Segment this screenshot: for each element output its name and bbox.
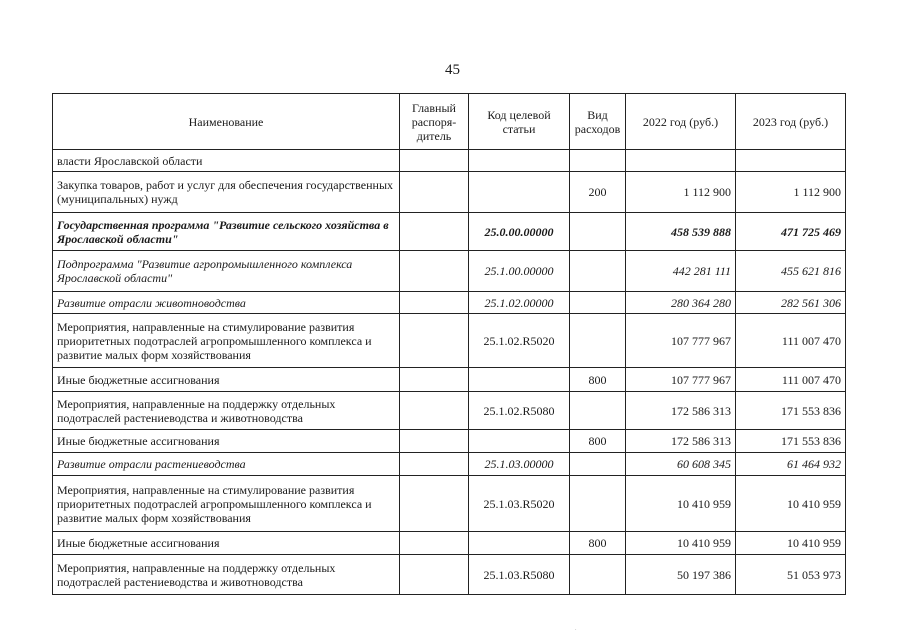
row-glav [400, 172, 469, 213]
row-code [469, 150, 570, 172]
row-code [469, 532, 570, 555]
row-name: Закупка товаров, работ и услуг для обеспечения государственных (муниципальных) нужд [53, 172, 400, 213]
row-glav [400, 368, 469, 392]
row-glav [400, 213, 469, 251]
row-glav [400, 251, 469, 292]
scan-speck: . [575, 626, 577, 632]
row-vid [570, 392, 626, 430]
table-row [53, 532, 846, 555]
row-name: Иные бюджетные ассигнования [53, 368, 400, 392]
row-vid [570, 314, 626, 368]
row-2023: 455 621 816 [736, 251, 846, 292]
row-code: 25.1.02.R5020 [469, 314, 570, 368]
row-glav [400, 430, 469, 453]
row-vid [570, 292, 626, 314]
row-code [469, 430, 570, 453]
row-name: Развитие отрасли растениеводства [53, 453, 400, 476]
row-2022: 1 112 900 [626, 172, 736, 213]
row-glav [400, 476, 469, 532]
row-code: 25.1.03.R5080 [469, 555, 570, 595]
header-code: Код целевой статьи [469, 94, 570, 150]
row-2023 [736, 150, 846, 172]
row-name: Государственная программа "Развитие сельского хозяйства в Ярославской области" [53, 213, 400, 251]
row-name: Мероприятия, направленные на стимулирование развития приоритетных подотраслей агропромышленного комплекса и развитие малых форм хозяйствования [53, 476, 400, 532]
row-2023: 51 053 973 [736, 555, 846, 595]
table-row [53, 172, 846, 213]
table-row [53, 368, 846, 392]
row-2022: 280 364 280 [626, 292, 736, 314]
row-vid [570, 251, 626, 292]
row-2022: 50 197 386 [626, 555, 736, 595]
row-2023: 171 553 836 [736, 430, 846, 453]
row-glav [400, 150, 469, 172]
row-name: Мероприятия, направленные на поддержку отдельных подотраслей растениеводства и животноводства [53, 555, 400, 595]
row-name: Иные бюджетные ассигнования [53, 532, 400, 555]
row-name: власти Ярославской области [53, 150, 400, 172]
header-2022: 2022 год (руб.) [626, 94, 736, 150]
header-glav: Главный распоря-дитель [400, 94, 469, 150]
row-glav [400, 392, 469, 430]
table-row [53, 555, 846, 595]
row-vid [570, 476, 626, 532]
table-row [53, 453, 846, 476]
row-2023: 10 410 959 [736, 476, 846, 532]
row-glav [400, 453, 469, 476]
row-code: 25.1.03.R5020 [469, 476, 570, 532]
row-vid: 800 [570, 430, 626, 453]
row-2022: 442 281 111 [626, 251, 736, 292]
table-row [53, 392, 846, 430]
table-row [53, 430, 846, 453]
row-2022: 172 586 313 [626, 430, 736, 453]
row-code: 25.0.00.00000 [469, 213, 570, 251]
row-2022: 107 777 967 [626, 368, 736, 392]
row-glav [400, 555, 469, 595]
row-2022: 172 586 313 [626, 392, 736, 430]
row-code: 25.1.02.00000 [469, 292, 570, 314]
row-2022: 10 410 959 [626, 532, 736, 555]
row-code [469, 172, 570, 213]
row-vid: 200 [570, 172, 626, 213]
row-name: Развитие отрасли животноводства [53, 292, 400, 314]
row-2023: 111 007 470 [736, 368, 846, 392]
row-name: Подпрограмма "Развитие агропромышленного комплекса Ярославской области" [53, 251, 400, 292]
table-row [53, 314, 846, 368]
row-2022: 60 608 345 [626, 453, 736, 476]
row-vid: 800 [570, 368, 626, 392]
header-vid: Вид расходов [570, 94, 626, 150]
row-code: 25.1.00.00000 [469, 251, 570, 292]
row-2023: 282 561 306 [736, 292, 846, 314]
row-vid [570, 213, 626, 251]
row-2023: 171 553 836 [736, 392, 846, 430]
page-number: 45 [445, 62, 460, 78]
row-2023: 1 112 900 [736, 172, 846, 213]
table-header-row [53, 94, 846, 150]
header-2023: 2023 год (руб.) [736, 94, 846, 150]
row-2023: 61 464 932 [736, 453, 846, 476]
row-name: Мероприятия, направленные на поддержку отдельных подотраслей растениеводства и животноводства [53, 392, 400, 430]
table-row [53, 213, 846, 251]
row-name: Иные бюджетные ассигнования [53, 430, 400, 453]
row-glav [400, 532, 469, 555]
row-2023: 471 725 469 [736, 213, 846, 251]
row-2023: 111 007 470 [736, 314, 846, 368]
row-glav [400, 314, 469, 368]
row-2022 [626, 150, 736, 172]
row-name: Мероприятия, направленные на стимулирование развития приоритетных подотраслей агропромышленного комплекса и развитие малых форм хозяйствования [53, 314, 400, 368]
row-code: 25.1.02.R5080 [469, 392, 570, 430]
row-glav [400, 292, 469, 314]
row-code [469, 368, 570, 392]
budget-table [52, 93, 846, 595]
row-vid: 800 [570, 532, 626, 555]
row-2023: 10 410 959 [736, 532, 846, 555]
table-row [53, 476, 846, 532]
row-vid [570, 453, 626, 476]
row-2022: 458 539 888 [626, 213, 736, 251]
table-row [53, 251, 846, 292]
row-vid [570, 150, 626, 172]
row-2022: 10 410 959 [626, 476, 736, 532]
row-code: 25.1.03.00000 [469, 453, 570, 476]
row-vid [570, 555, 626, 595]
table-row [53, 150, 846, 172]
row-2022: 107 777 967 [626, 314, 736, 368]
header-name: Наименование [53, 94, 400, 150]
table-row [53, 292, 846, 314]
